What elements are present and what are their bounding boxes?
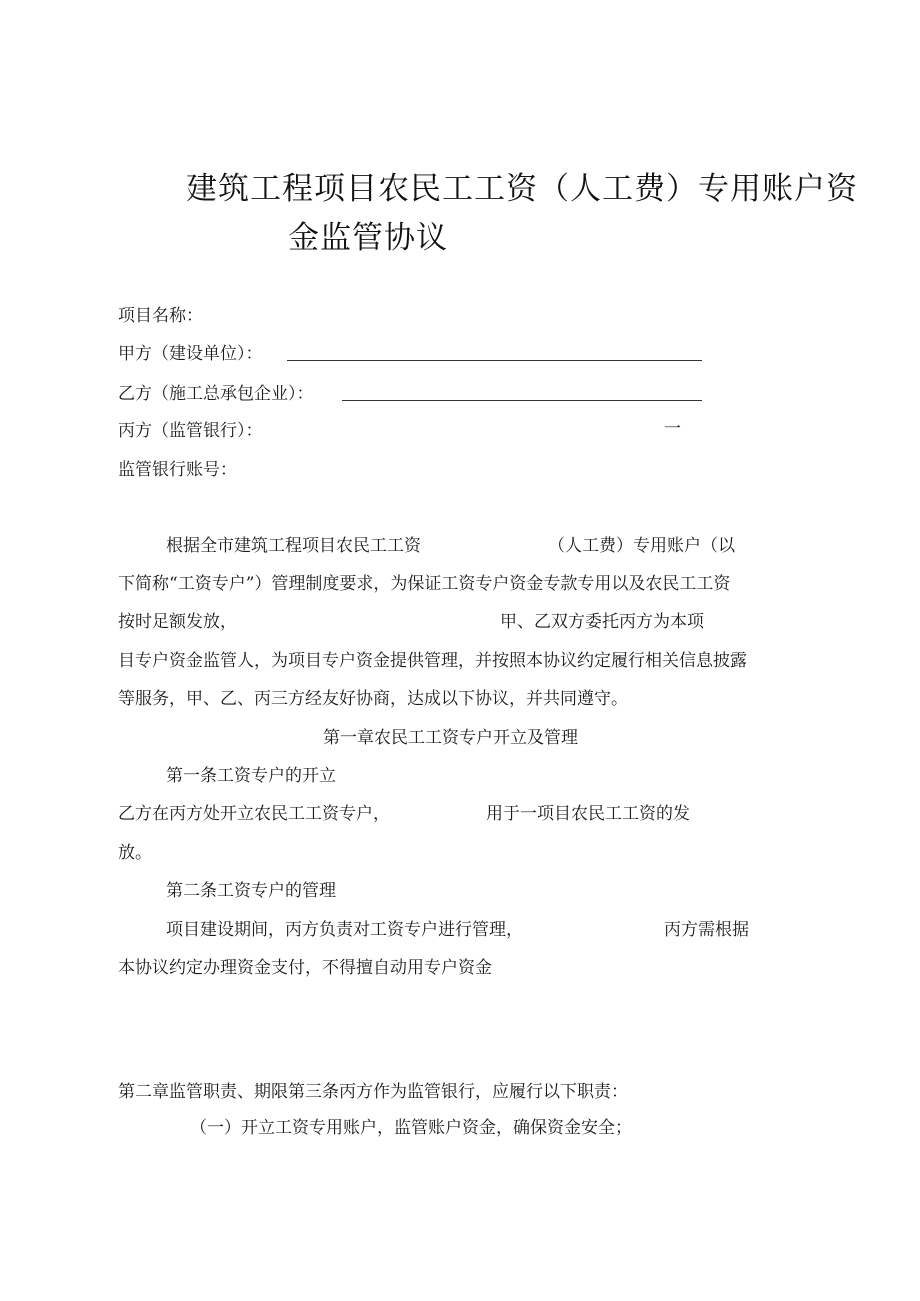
- article-2-heading: 第二条工资专户的管理: [166, 881, 336, 901]
- preamble-line-5: 等服务，甲、乙、丙三方经友好协商，达成以下协议，并共同遵守。: [118, 689, 628, 709]
- chapter-2-heading-line: 第二章监管职责、期限第三条丙方作为监管银行，应履行以下职责：: [118, 1082, 628, 1102]
- preamble-line-4: 目专户资金监管人，为项目专户资金提供管理，并按照本协议约定履行相关信息披露: [118, 651, 747, 671]
- article-2-line-1b: 丙方需根据: [664, 920, 749, 940]
- preamble-line-1b: （人工费）专用账户（以: [548, 536, 735, 556]
- document-title-line-2: 金监管协议: [288, 220, 448, 256]
- article-2-line-2: 本协议约定办理资金支付，不得擅自动用专户资金: [118, 958, 492, 978]
- party-a-label: 甲方（建设单位）：: [118, 344, 263, 364]
- preamble-line-1a: 根据全市建筑工程项目农民工工资: [166, 536, 421, 556]
- preamble-line-3a: 按时足额发放，: [118, 612, 237, 632]
- party-b-label: 乙方（施工总承包企业）：: [118, 384, 314, 404]
- document-title-line-1: 建筑工程项目农民工工资（人工费）专用账户资: [186, 171, 858, 207]
- party-c-label: 丙方（监管银行）：: [118, 421, 263, 441]
- article-1-line-2: 放。: [118, 843, 152, 863]
- bank-account-label: 监管银行账号：: [118, 460, 237, 480]
- article-1-heading: 第一条工资专户的开立: [166, 766, 336, 786]
- project-name-label: 项目名称：: [118, 306, 203, 326]
- party-b-blank-line: [342, 400, 702, 401]
- preamble-line-3b: 甲、乙双方委托丙方为本项: [500, 612, 704, 632]
- chapter-1-heading: 第一章农民工工资专户开立及管理: [323, 728, 578, 748]
- party-c-mark: 一: [664, 419, 681, 439]
- party-a-blank-line: [287, 360, 702, 361]
- article-1-line-1b: 用于一项目农民工工资的发: [486, 804, 690, 824]
- chapter-2-item-1: （一）开立工资专用账户，监管账户资金，确保资金安全；: [190, 1118, 632, 1138]
- article-2-line-1a: 项目建设期间，丙方负责对工资专户进行管理，: [166, 920, 523, 940]
- preamble-line-2: 下简称“工资专户”）管理制度要求，为保证工资专户资金专款专用以及农民工工资: [118, 574, 731, 594]
- article-1-line-1a: 乙方在丙方处开立农民工工资专户，: [118, 804, 390, 824]
